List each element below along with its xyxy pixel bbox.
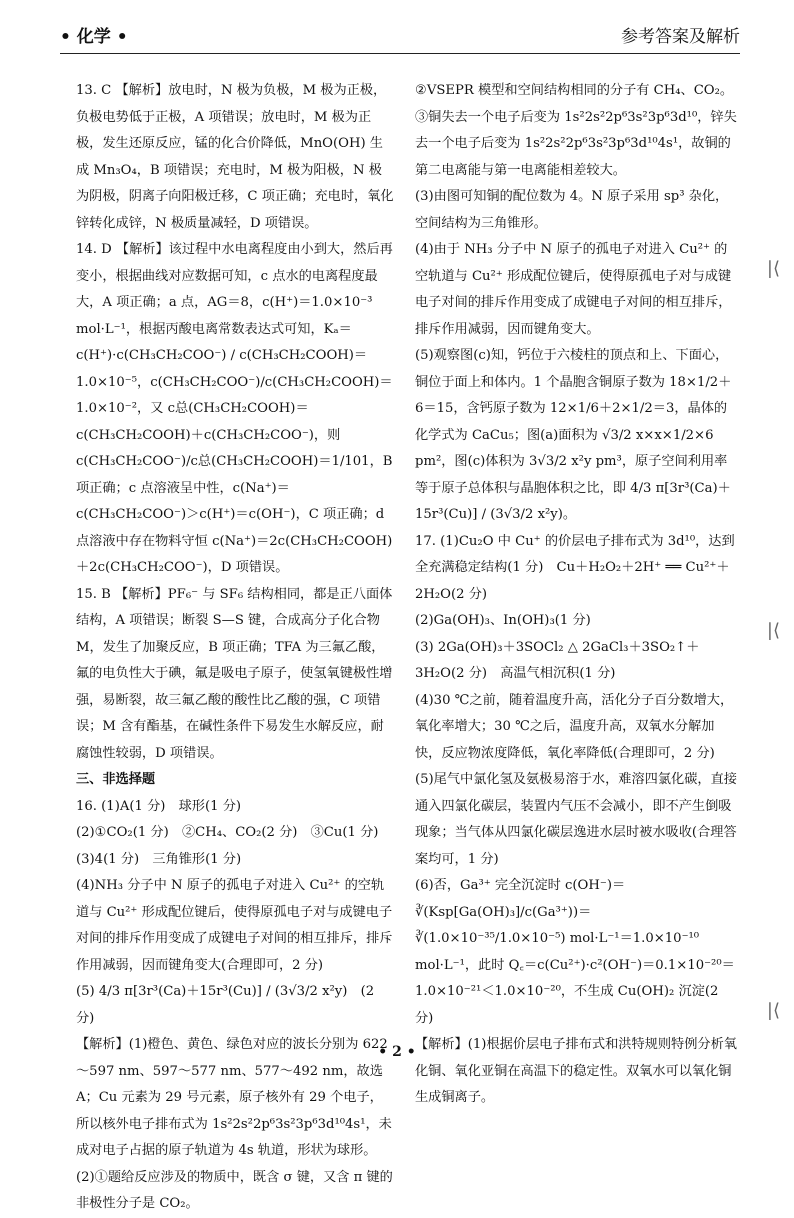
answer-16-part1: 16. (1)A(1 分) 球形(1 分) <box>76 798 242 814</box>
right-column <box>415 78 739 1112</box>
page-header <box>60 16 740 54</box>
answer-16-part2: (2)①CO₂(1 分) ②CH₄、CO₂(2 分) ③Cu(1 分) <box>76 825 379 840</box>
answer-17-part6: (6)否，Ga³⁺ 完全沉淀时 c(OH⁻)＝∛(Ksp[Ga(OH)₃]/c(Ga³⁺))＝∛(1.0×10⁻³⁵/1.0×10⁻⁵) mol·L⁻¹＝1.0×10⁻¹⁰ mol·L⁻¹，此时 Q꜀＝c(Cu²⁺)·c²(OH⁻)＝0.1×10⁻²⁰＝1.0×10⁻²¹＜1.0×10⁻²⁰，不生成 Cu(OH)₂ 沉淀(2 分) <box>415 878 735 1026</box>
binding-mark-icon: |⟨ <box>766 1000 780 1021</box>
page-number: • 2 • <box>378 1044 416 1060</box>
section-title: 三、非选择题 <box>76 772 156 787</box>
answer-17-part2: (2)Ga(OH)₃、In(OH)₃(1 分) <box>415 613 591 628</box>
binding-mark-icon: |⟨ <box>766 258 780 279</box>
analysis-16-2b: ②VSEPR 模型和空间结构相同的分子有 CH₄、CO₂。 <box>415 83 734 98</box>
answer-16-part4: (4)NH₃ 分子中 N 原子的孤电子对进入 Cu²⁺ 的空轨道与 Cu²⁺ 形成配位键后，使得原孤电子对与成键电子对间的排斥作用变成了成键电子对间的相互排斥，排斥作用减弱，因而键角变大(合理即可，2 分) <box>76 878 393 973</box>
document-title: 参考答案及解析 <box>621 27 740 47</box>
subject-label: • 化学 • <box>60 27 128 47</box>
answer-17-part1: 17. (1)Cu₂O 中 Cu⁺ 的价层电子排布式为 3d¹⁰，达到全充满稳定结构(1 分) Cu＋H₂O₂＋2H⁺ ══ Cu²⁺＋2H₂O(2 分) <box>415 533 735 602</box>
analysis-17-1: 【解析】(1)根据价层电子排布式和洪特规则特例分析氧化铜、氧化亚铜在高温下的稳定性。双氧水可以氧化铜生成铜离子。 <box>415 1037 737 1105</box>
analysis-16-4: (4)由于 NH₃ 分子中 N 原子的孤电子对进入 Cu²⁺ 的空轨道与 Cu²⁺ 形成配位键后，使得原孤电子对与成键电子对间的排斥作用变成了成键电子对间的相互排斥，排斥作用减弱，因而键角变大。 <box>415 242 732 337</box>
answer-13: 13. C 【解析】放电时，N 极为负极，M 极为正极，负极电势低于正极，A 项错误；放电时，M 极为正极，发生还原反应，锰的化合价降低，MnO(OH) 生成 Mn₃O₄，B 项错误；充电时，M 极为阳极，N 极为阴极，阴离子向阳极迁移，C 项正确；充电时，氧化锌转化成锌，N 极质量减轻，D 项错误。 <box>76 83 394 231</box>
answer-16-part5: (5) 4/3 π[3r³(Ca)＋15r³(Cu)] / (3√3/2 x²y) (2 分) <box>76 984 375 1026</box>
answer-14: 14. D 【解析】该过程中水电离程度由小到大，然后再变小，根据曲线对应数据可知，c 点水的电离程度最大，A 项正确；a 点，AG＝8，c(H⁺)＝1.0×10⁻³ mol·L⁻¹，根据丙酸电离常数表达式可知，Kₐ＝c(H⁺)·c(CH₃CH₂COO⁻) / c(CH₃CH₂COOH)＝1.0×10⁻⁵，c(CH₃CH₂COO⁻)/c(CH₃CH₂COOH)＝1.0×10⁻²，又 c总(CH₃CH₂COOH)＝c(CH₃CH₂COOH)＋c(CH₃CH₂COO⁻)，则 c(CH₃CH₂COO⁻)/c总(CH₃CH₂COOH)＝1/101，B 项正确；c 点溶液呈中性，c(Na⁺)＝c(CH₃CH₂COO⁻)＞c(H⁺)＝c(OH⁻)，C 项正确；d 点溶液中存在物料守恒 c(Na⁺)＝2c(CH₃CH₂COOH)＋2c(CH₃CH₂COO⁻)，D 项错误。 <box>76 242 393 575</box>
answer-16-part3: (3)4(1 分) 三角锥形(1 分) <box>76 851 242 867</box>
analysis-16-1: 【解析】(1)橙色、黄色、绿色对应的波长分别为 622～597 nm、597～577 nm、577～492 nm，故选 A；Cu 元素为 29 号元素，原子核外有 29 个电子，所以核外电子排布式为 1s²2s²2p⁶3s²3p⁶3d¹⁰4s¹，未成对电子占据的原子轨道为 4s 轨道，形状为球形。 <box>76 1037 392 1158</box>
answer-17-part5: (5)尾气中氯化氢及氨极易溶于水，难溶四氯化碳，直接通入四氯化碳层，装置内气压不会减小，即不产生倒吸现象；当气体从四氯化碳层逸进水层时被水吸收(合理答案均可，1 分) <box>415 772 737 867</box>
binding-mark-icon: |⟨ <box>766 620 780 641</box>
analysis-16-5: (5)观察图(c)知，钙位于六棱柱的顶点和上、下面心，铜位于面上和体内。1 个晶胞含铜原子数为 18×1/2＋6＝15，含钙原子数为 12×1/6＋2×1/2＝3，晶体的化学式为 CaCu₅；图(a)面积为 √3/2 x×x×1/2×6 pm²，图(c)体积为 3√3/2 x²y pm³，原子空间利用率等于原子总体积与晶胞体积之比，即 4/3 π[3r³(Ca)＋15r³(Cu)] / (3√3/2 x²y)。 <box>415 348 732 522</box>
answer-17-part4: (4)30 ℃之前，随着温度升高，活化分子百分数增大，氧化率增大；30 ℃之后，温度升高，双氧水分解加快，反应物浓度降低，氧化率降低(合理即可，2 分) <box>415 692 734 761</box>
analysis-16-2c: ③铜失去一个电子后变为 1s²2s²2p⁶3s²3p⁶3d¹⁰，锌失去一个电子后变为 1s²2s²2p⁶3s²3p⁶3d¹⁰4s¹，故铜的第二电离能与第一电离能相差较大。 <box>415 109 737 178</box>
analysis-16-3: (3)由图可知铜的配位数为 4。N 原子采用 sp³ 杂化，空间结构为三角锥形。 <box>415 189 729 231</box>
answer-15: 15. B 【解析】PF₆⁻ 与 SF₆ 结构相同，都是正八面体结构，A 项错误；断裂 S—S 键，合成高分子化合物 M，发生了加聚反应，B 项正确；TFA 为三氟乙酸，氟的电负性大于碘，氟是吸电子原子，使氢氧键极性增强，易断裂，故三氟乙酸的酸性比乙酸的强，C 项错误；M 含有酯基，在碱性条件下易发生水解反应，耐腐蚀性较弱，D 项错误。 <box>76 586 393 761</box>
analysis-16-2: (2)①题给反应涉及的物质中，既含 σ 键，又含 π 键的非极性分子是 CO₂。 <box>76 1169 393 1211</box>
answer-17-part3: (3) 2Ga(OH)₃＋3SOCl₂ △ 2GaCl₃＋3SO₂↑＋3H₂O(2 分) 高温气相沉积(1 分) <box>415 639 700 681</box>
